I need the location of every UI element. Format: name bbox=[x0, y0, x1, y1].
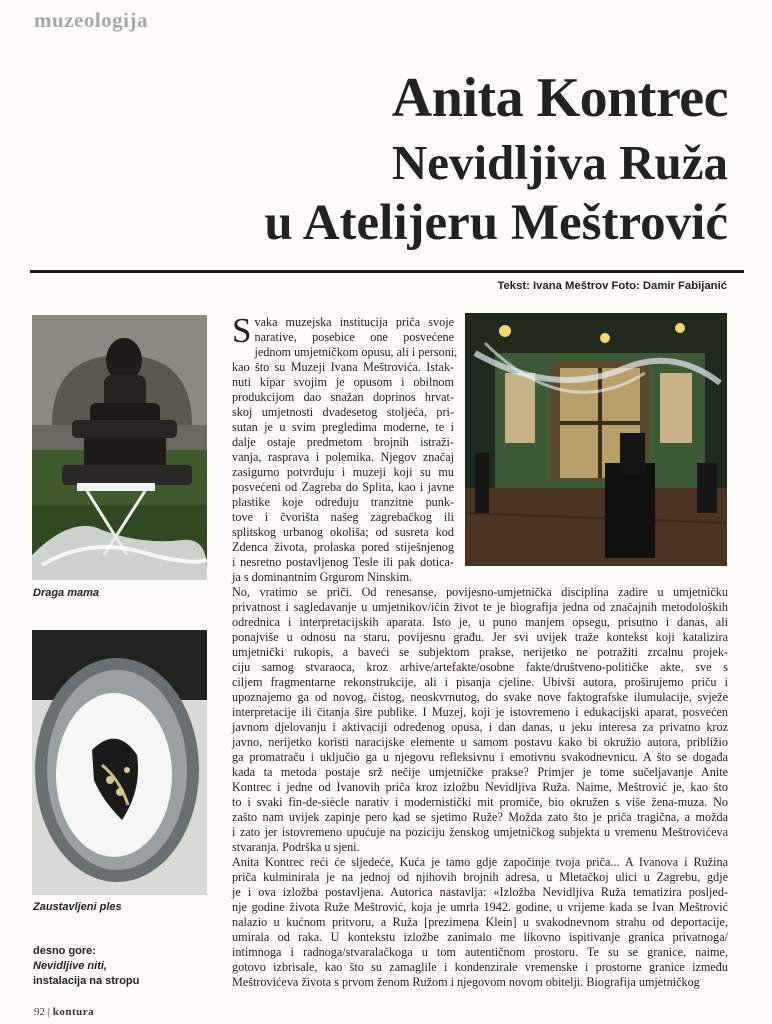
magazine-name: kontura bbox=[52, 1006, 95, 1018]
text-line: skoj umjetnosti dvadesetog stoljeća, pri- bbox=[232, 405, 454, 419]
photo-nevidljive-niti bbox=[465, 313, 727, 566]
text-line: intimnoga i radnoga/stvaralačkoga u tom autentičnom prostoru. Te su se granice, naime, bbox=[232, 945, 728, 959]
caption-photo-3 bbox=[33, 944, 139, 989]
text-line: kao što su Muzeji Ivana Meštrovića. Istak- bbox=[232, 360, 454, 374]
text-line: ga promatraču i uključio ga u njegovu refleksivnu i emotivnu svakodnevnicu. A što se događa bbox=[232, 750, 728, 764]
photo-draga-mama bbox=[32, 315, 207, 580]
text-line: posvećeni od Zagreba do Splita, kao i javne bbox=[232, 480, 454, 494]
text-line: narative, posebice one posvećene bbox=[254, 330, 454, 344]
text-line: tove i čvorišta našeg zagrebačkog ili bbox=[232, 510, 454, 524]
section-label: muzeologija bbox=[34, 8, 148, 32]
text-line: vanja, rasprava i polemika. Njegov značaj bbox=[232, 450, 454, 464]
text-line: ciljem fragmentarne rekonstrukcije, ali i pisanja cjeline. Ubivši autora, proširujemo priču i bbox=[232, 675, 728, 689]
text-line: interpretacije ili čitanja šire publike. I Muzej, koji je istovremeno i edukacijski aparat, posvećen bbox=[232, 705, 728, 719]
text-line: odrednica i interpretacijskih aparata. Isto je, u puno manjem opsegu, prisutno i danas, ali bbox=[232, 615, 728, 629]
title-rule bbox=[30, 270, 744, 273]
text-line: ja s dominantnim Grgurom Ninskim. bbox=[232, 570, 413, 584]
text-line: nuti kipar svojim je opusom i obilnom bbox=[232, 375, 454, 389]
text-line: nalazio u kućnom pritvoru, a Ruža [prezimena Klein] u svakodnevnom strahu od deportacije, bbox=[232, 915, 728, 929]
text-line: privatnost i sagledavanje u umjetnikov/ičin život te je biografija jedna od značajnih metodoloških bbox=[232, 600, 728, 614]
text-line: Anita Kontrec reći će sljedeće, Kuća je tamo gdje započinje tvoja priča... A Ivanova i Ružina bbox=[232, 855, 728, 869]
text-line: je i ova izložba postavljena. Autorica nastavlja: «Izložba Nevidljiva Ruža tematizira posljed- bbox=[232, 885, 728, 899]
text-line: jednom umjetničkom opusu, ali i personi, bbox=[254, 345, 458, 359]
page-number: 92 bbox=[34, 1006, 45, 1018]
article-body bbox=[232, 585, 728, 990]
text-line: No, vratimo se priči. Od renesanse, povijesno-umjetnička disciplina zadire u umjetničku bbox=[232, 585, 728, 599]
text-line: upoznajemo ga od novog, čistog, neoskvrnutog, do svake nove faktografske ilumulacije, svježe bbox=[232, 690, 728, 704]
text-line: nje godine života Ruže Meštrović, koja je umrla 1942. godine, u vrijeme kada se Ivan Meštrović bbox=[232, 900, 728, 914]
text-line: Meštrovićeva života s prvom ženom Ružom i njegovom novom obitelji. Biografija umjetničkog bbox=[232, 975, 700, 989]
article-column-1 bbox=[232, 311, 458, 585]
text-line: dalje ostaje predmetom brojnih istraži- bbox=[232, 435, 454, 449]
text-line: i nesretno postavljenog Tesle ili pak dotica- bbox=[232, 555, 454, 569]
text-line: stvaranja. Podrška u sjeni. bbox=[232, 840, 360, 854]
caption-3-rest: instalacija na stropu bbox=[33, 975, 140, 987]
caption-photo-1: Draga mama bbox=[33, 587, 100, 599]
text-line: plastike koje određuju tranzitne punk- bbox=[232, 495, 454, 509]
text-line: umirala od raka. U kontekstu izložbe zanimalo me likovno ispitivanje granica privatnoga/ bbox=[232, 930, 728, 944]
text-line: zašto nam uvijek zapinje pero kad se sjetimo Ruže? Možda zato što je priča tragična, a možda bbox=[232, 810, 728, 824]
text-line: sutan je u svim pregledima moderne, te i bbox=[232, 420, 454, 434]
text-line: javno, nerijetko koristi naracijske elemente u samom postavu kako bi okružio autora, približio bbox=[232, 735, 728, 749]
title-line-3: u Atelijeru Meštrović bbox=[264, 195, 728, 251]
text-line: produkcijom dao snažan doprinos hrvat- bbox=[232, 390, 454, 404]
text-line: i zato jer istovremeno upućuje na poziciju ženskog umjetničkog subjekta u vremenu Meštrovićeva bbox=[232, 825, 728, 839]
text-line: vaka muzejska institucija priča svoje bbox=[254, 315, 454, 329]
page-footer: 92 | kontura bbox=[34, 1006, 95, 1018]
text-line: splitskog urbanog okoliša; od susreta kod bbox=[232, 525, 454, 539]
text-line: zasigurno potvrđuju i muzeji koji su mu bbox=[232, 465, 454, 479]
caption-3-lead: desno gore: bbox=[33, 945, 96, 957]
photo-zaustavljeni-ples bbox=[32, 630, 207, 895]
dropcap: S bbox=[232, 311, 252, 350]
text-line: kada ta metoda postaje srž nečije umjetničke prakse? Primjer je tome sučeljavanje Anite bbox=[232, 765, 728, 779]
text-line: Kontrec i jedne od Ivanovih priča kroz izložbu Nevidljiva Ruža. Naime, Meštrović je, kao što bbox=[232, 780, 728, 794]
text-line: javnom djelovanju i aktivaciji određenog opusa, i dan danas, u jeku interesa za privatno kroz bbox=[232, 720, 728, 734]
title-line-1: Anita Kontrec bbox=[391, 67, 728, 129]
text-line: umjetnički rukopis, a baveći se subjektom prakse, nerijetko ne potražiti zrcalnu projek- bbox=[232, 645, 728, 659]
title-line-2: Nevidljiva Ruža bbox=[391, 135, 728, 190]
text-line: gotovo izbrisale, kao što su zamaglile i kondenzirale vremenske i prostorne granice između bbox=[232, 960, 728, 974]
text-line: to i svaki fin-de-siècle narativ i modernistički mit promiče, bio okružen s više žena-muza. No bbox=[232, 795, 728, 809]
text-line: ponajviše u odnosu na staru, povijesnu građu. Jer svi uvijek traže kontekst koji katalizira bbox=[232, 630, 728, 644]
text-line: priča kulminirala je na jednoj od njihovih brojnih adresa, u Mletačkoj ulici u Zagrebu, gdje bbox=[232, 870, 728, 884]
caption-3-title: Nevidljive niti, bbox=[33, 960, 107, 972]
byline: Tekst: Ivana Meštrov Foto: Damir Fabijanić bbox=[497, 280, 727, 292]
text-line: Zdenca života, prolaska pored stiješnjenog bbox=[232, 540, 454, 554]
caption-photo-2: Zaustavljeni ples bbox=[33, 901, 122, 913]
text-line: ciju samog stvaraoca, kroz arhive/artefakte/osobne fakte/društveno-političke akte, sve s bbox=[232, 660, 728, 674]
